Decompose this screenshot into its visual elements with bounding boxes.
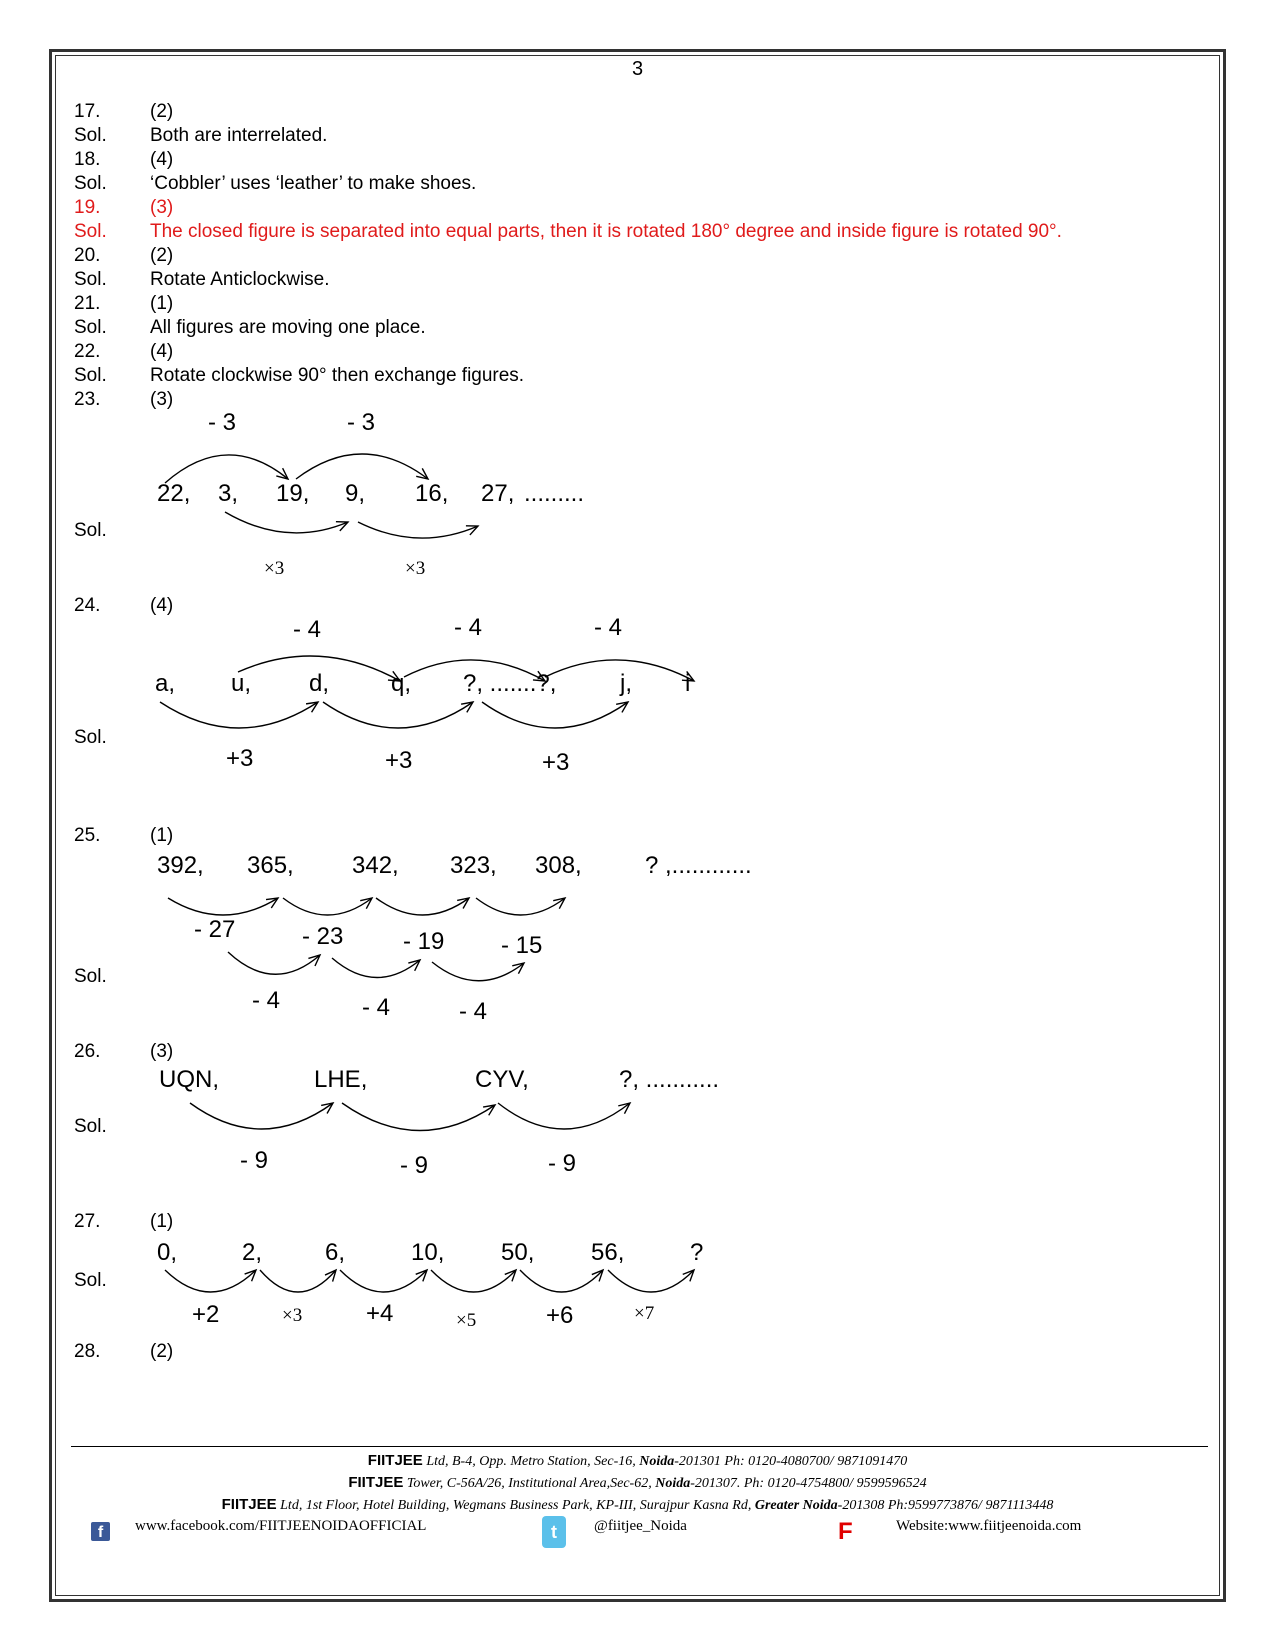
fiitjee-logo-icon: F (838, 1518, 853, 1545)
series-term: a, (155, 670, 176, 697)
series-term: 22, (157, 480, 191, 507)
line-label: Sol. (74, 221, 107, 242)
answer: (1) (150, 825, 174, 846)
series-term: i (685, 670, 691, 697)
address-city: Noida (655, 1476, 691, 1491)
line-text: (1) (150, 293, 174, 314)
q23-series-diagram (0, 410, 1275, 590)
address-city: Greater Noida (754, 1498, 838, 1513)
line-text: (4) (150, 341, 174, 362)
line-text: Both are interrelated. (150, 125, 328, 146)
answer: (2) (150, 1341, 174, 1362)
sol-label-26: Sol. (74, 1116, 107, 1137)
series-arrow (332, 958, 420, 978)
series-term: ......... (524, 480, 585, 507)
solution-line (74, 172, 476, 196)
twitter-icon: t (542, 1516, 566, 1548)
difference-label: - 3 (347, 409, 376, 436)
series-term: 308, (535, 852, 582, 879)
twitter-handle[interactable]: @fiitjee_Noida (594, 1518, 687, 1534)
difference-label: - 27 (194, 916, 236, 943)
difference-label: - 4 (362, 994, 391, 1021)
series-term: 56, (591, 1239, 625, 1266)
question-number: 24. (74, 595, 101, 616)
line-label: 17. (74, 101, 101, 122)
operation-label: +6 (546, 1302, 574, 1329)
series-arrow (160, 702, 318, 728)
difference-label: - 4 (252, 987, 281, 1014)
difference-label: - 4 (293, 616, 322, 643)
footer-address-1 (0, 1452, 1275, 1470)
series-arrow (608, 1270, 694, 1292)
series-term: 2, (242, 1239, 263, 1266)
line-text: (3) (150, 197, 174, 218)
solution-line (74, 388, 173, 412)
answer: (1) (150, 1211, 174, 1232)
arrowhead (306, 702, 318, 712)
line-label: 23. (74, 389, 101, 410)
sol-label-24: Sol. (74, 727, 107, 748)
line-text: The closed figure is separated into equal parts, then it is rotated 180° degree and inside figure is rotated 90°. (150, 221, 1062, 242)
question-number: 26. (74, 1041, 101, 1062)
question-number: 25. (74, 825, 101, 846)
difference-label: - 4 (459, 998, 488, 1025)
series-term: ?, .......?, (463, 670, 557, 697)
q25-series-diagram (0, 850, 1275, 1025)
series-term: 3, (218, 480, 239, 507)
solution-line (74, 268, 330, 292)
brand-name: FIITJEE (348, 1474, 404, 1491)
solution-line (74, 196, 173, 220)
series-arrow (431, 1270, 516, 1292)
series-arrow (225, 512, 348, 533)
sol-label-23: Sol. (74, 520, 107, 541)
line-label: 21. (74, 293, 101, 314)
solution-line (74, 340, 173, 364)
solution-line (74, 100, 173, 124)
series-term: 10, (411, 1239, 445, 1266)
operation-label: +2 (192, 1301, 220, 1328)
series-term: 0, (157, 1239, 178, 1266)
series-arrow (165, 1270, 256, 1292)
operation-label: +4 (366, 1300, 394, 1327)
address-phone: -201301 Ph: 0120-4080700/ 9871091470 (674, 1454, 908, 1469)
series-arrow (482, 702, 628, 728)
series-term: 392, (157, 852, 204, 879)
solution-line (74, 316, 426, 340)
line-label: 18. (74, 149, 101, 170)
q24-series-diagram (0, 614, 1275, 800)
series-term: LHE, (314, 1066, 368, 1093)
line-text: Rotate Anticlockwise. (150, 269, 330, 290)
q27-series-diagram (0, 1230, 1275, 1330)
line-label: Sol. (74, 365, 107, 386)
line-text: (2) (150, 245, 174, 266)
series-arrow (340, 1270, 427, 1292)
series-term: 323, (450, 852, 497, 879)
series-arrow (323, 702, 473, 728)
facebook-icon: f (91, 1522, 110, 1541)
difference-label: - 9 (240, 1147, 269, 1174)
line-text: ‘Cobbler’ uses ‘leather’ to make shoes. (150, 173, 477, 194)
solution-line (74, 148, 173, 172)
facebook-link[interactable]: www.facebook.com/FIITJEENOIDAOFFICIAL (135, 1518, 427, 1534)
series-arrow (296, 454, 428, 479)
solution-line (74, 364, 524, 388)
series-term: CYV, (475, 1066, 529, 1093)
address-text: Ltd, B-4, Opp. Metro Station, Sec-16, (422, 1454, 640, 1469)
line-label: 20. (74, 245, 101, 266)
addition-label: +3 (542, 749, 570, 776)
footer-divider (71, 1446, 1208, 1447)
series-term: 9, (345, 480, 366, 507)
operation-label: ×7 (634, 1303, 655, 1324)
line-label: Sol. (74, 125, 107, 146)
q26-series-diagram (0, 1060, 1275, 1180)
sol-label-27: Sol. (74, 1270, 107, 1291)
series-arrow (260, 1270, 336, 1292)
question-28 (74, 1340, 173, 1364)
addition-label: +3 (385, 747, 413, 774)
difference-label: - 19 (403, 928, 445, 955)
difference-label: - 4 (454, 614, 483, 641)
line-label: Sol. (74, 173, 107, 194)
address-phone: -201307. Ph: 0120-4754800/ 9599596524 (690, 1476, 927, 1491)
series-arrow (520, 1270, 603, 1292)
line-text: (2) (150, 101, 174, 122)
address-text: Tower, C-56A/26, Institutional Area,Sec-62, (403, 1476, 656, 1491)
series-term: 50, (501, 1239, 535, 1266)
difference-label: - 9 (400, 1152, 429, 1179)
line-label: Sol. (74, 317, 107, 338)
series-term: 6, (325, 1239, 346, 1266)
line-label: 22. (74, 341, 101, 362)
difference-label: - 9 (548, 1150, 577, 1177)
series-arrow (342, 1103, 495, 1131)
question-number: 27. (74, 1211, 101, 1232)
series-term: ?, ........... (619, 1066, 720, 1093)
multiplier-label: ×3 (264, 558, 285, 579)
series-arrow (498, 1103, 630, 1129)
line-text: All figures are moving one place. (150, 317, 426, 338)
page-number: 3 (631, 58, 644, 80)
footer-address-3 (0, 1496, 1275, 1514)
footer-address-2 (0, 1474, 1275, 1492)
series-arrow (283, 898, 372, 915)
multiplier-label: ×3 (405, 558, 426, 579)
brand-name: FIITJEE (367, 1452, 423, 1469)
website-link[interactable]: Website:www.fiitjeenoida.com (896, 1518, 1082, 1534)
series-term: j, (620, 670, 632, 697)
series-arrow (228, 952, 320, 974)
difference-label: - 23 (302, 923, 344, 950)
series-arrow (168, 898, 278, 915)
addition-label: +3 (226, 745, 254, 772)
difference-label: - 3 (208, 409, 237, 436)
solution-line (74, 292, 173, 316)
series-term: ? ,............ (645, 852, 752, 879)
series-term: u, (231, 670, 252, 697)
question-25 (74, 824, 173, 848)
series-term: 27, (481, 480, 515, 507)
series-term: 342, (352, 852, 399, 879)
difference-label: - 4 (594, 614, 623, 641)
series-arrow (476, 898, 565, 915)
operation-label: ×5 (456, 1310, 477, 1331)
question-number: 28. (74, 1341, 101, 1362)
sol-label-25: Sol. (74, 966, 107, 987)
series-arrow (376, 898, 469, 915)
series-term: ? (690, 1239, 704, 1266)
address-phone: -201308 Ph:9599773876/ 9871113448 (837, 1498, 1054, 1513)
line-label: 19. (74, 197, 101, 218)
series-term: d, (309, 670, 330, 697)
line-text: (3) (150, 389, 174, 410)
difference-label: - 15 (501, 932, 543, 959)
address-text: Ltd, 1st Floor, Hotel Building, Wegmans Business Park, KP-III, Surajpur Kasna Rd, (276, 1498, 755, 1513)
brand-name: FIITJEE (221, 1496, 277, 1513)
series-term: 365, (247, 852, 294, 879)
series-arrow (358, 522, 478, 538)
solution-line (74, 124, 327, 148)
line-text: Rotate clockwise 90° then exchange figures. (150, 365, 525, 386)
series-term: 19, (276, 480, 310, 507)
line-text: (4) (150, 149, 174, 170)
question-24 (74, 594, 173, 618)
line-label: Sol. (74, 269, 107, 290)
operation-label: ×3 (282, 1305, 303, 1326)
address-city: Noida (639, 1454, 675, 1469)
series-term: q, (391, 670, 412, 697)
series-arrow (165, 455, 288, 483)
answer: (4) (150, 595, 174, 616)
solution-line (74, 244, 173, 268)
series-arrow (190, 1103, 333, 1129)
series-term: 16, (415, 480, 449, 507)
series-arrow (432, 962, 524, 981)
solution-line (74, 220, 1062, 244)
answer: (3) (150, 1041, 174, 1062)
series-term: UQN, (159, 1066, 219, 1093)
